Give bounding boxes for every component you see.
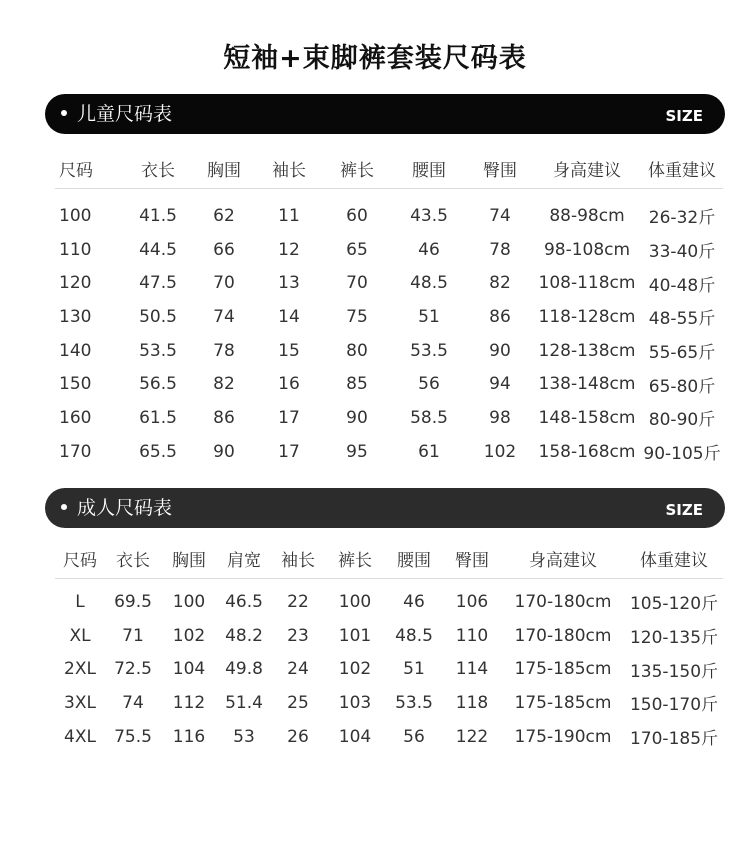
table-cell: 75.5 (114, 726, 152, 747)
table-cell: 51 (418, 306, 440, 327)
table-cell: 150 (59, 374, 92, 395)
adult-size-label: SIZE (665, 501, 703, 519)
table-cell: 49.8 (225, 659, 263, 680)
table-cell: 116 (172, 726, 206, 747)
column-header: 衣长 (105, 538, 161, 579)
table-row (55, 367, 723, 401)
table-cell: 58.5 (410, 407, 448, 428)
column-header: 衣长 (123, 148, 193, 189)
table-row (55, 189, 723, 233)
table-cell: 61.5 (139, 407, 177, 428)
table-cell: 15 (278, 340, 300, 361)
table-cell: 48.2 (225, 625, 263, 646)
table-cell: 70 (213, 273, 235, 294)
table-row (55, 619, 723, 653)
table-row (55, 435, 723, 469)
table-cell: 112 (172, 692, 206, 713)
table-cell: 110 (59, 239, 92, 260)
table-cell: 90 (346, 407, 368, 428)
table-cell: 47.5 (139, 273, 177, 294)
table-cell: 85 (346, 374, 368, 395)
table-cell: 50.5 (139, 306, 177, 327)
table-cell: 118 (455, 692, 489, 713)
table-cell: 170-180cm (514, 625, 612, 646)
table-cell: 102 (338, 659, 372, 680)
table-cell: 150-170斤 (629, 695, 719, 716)
table-row (55, 266, 723, 300)
table-cell: 65 (346, 239, 368, 260)
column-header: 胸围 (161, 538, 217, 579)
table-cell: 110 (455, 625, 489, 646)
table-cell: 114 (455, 659, 489, 680)
table-cell: 80-90斤 (648, 410, 716, 431)
table-cell: 158-168cm (538, 441, 636, 462)
bullet-dot-icon (61, 504, 67, 510)
table-cell: 80 (346, 340, 368, 361)
column-header: 袖长 (271, 538, 325, 579)
table-cell: 56 (418, 374, 440, 395)
table-cell: 78 (489, 239, 511, 260)
table-cell: L (75, 591, 85, 612)
kids-size-table (55, 148, 723, 469)
table-row (55, 300, 723, 334)
table-cell: 86 (489, 306, 511, 327)
table-cell: 51 (403, 659, 425, 680)
table-cell: 46 (418, 239, 440, 260)
table-cell: 55-65斤 (648, 343, 716, 364)
table-cell: 48.5 (410, 273, 448, 294)
table-cell: 120-135斤 (629, 628, 719, 649)
table-cell: 74 (122, 692, 144, 713)
table-cell: 69.5 (114, 591, 152, 612)
column-header: 体重建议 (625, 538, 723, 579)
table-cell: 53 (233, 726, 255, 747)
table-cell: 4XL (64, 726, 96, 747)
table-cell: 102 (172, 625, 206, 646)
table-cell: 103 (338, 692, 372, 713)
table-cell: 25 (287, 692, 309, 713)
table-cell: 53.5 (139, 340, 177, 361)
table-cell: XL (69, 625, 91, 646)
table-cell: 160 (59, 407, 92, 428)
table-cell: 56 (403, 726, 425, 747)
table-cell: 13 (278, 273, 300, 294)
kids-section-header (45, 94, 725, 134)
column-header: 臀围 (467, 148, 533, 189)
column-header: 尺码 (55, 148, 123, 189)
table-cell: 14 (278, 306, 300, 327)
column-header: 体重建议 (641, 148, 723, 189)
table-cell: 74 (213, 306, 235, 327)
table-cell: 101 (338, 625, 372, 646)
table-cell: 95 (346, 441, 368, 462)
table-cell: 65-80斤 (648, 376, 716, 397)
table-cell: 26-32斤 (648, 208, 716, 229)
table-cell: 62 (213, 205, 235, 226)
table-cell: 40-48斤 (648, 275, 716, 296)
table-cell: 104 (172, 659, 206, 680)
table-cell: 105-120斤 (629, 594, 719, 615)
table-cell: 90-105斤 (643, 444, 721, 465)
table-row (55, 686, 723, 720)
table-cell: 65.5 (139, 441, 177, 462)
table-cell: 71 (122, 625, 144, 646)
table-cell: 100 (172, 591, 206, 612)
table-cell: 43.5 (410, 205, 448, 226)
table-cell: 53.5 (410, 340, 448, 361)
kids-size-label: SIZE (665, 107, 703, 125)
table-cell: 41.5 (139, 205, 177, 226)
table-cell: 175-190cm (514, 726, 612, 747)
table-row (55, 233, 723, 267)
table-cell: 175-185cm (514, 692, 612, 713)
table-cell: 12 (278, 239, 300, 260)
table-cell: 90 (489, 340, 511, 361)
column-header: 袖长 (255, 148, 323, 189)
column-header: 腰围 (385, 538, 443, 579)
table-cell: 86 (213, 407, 235, 428)
column-header: 身高建议 (533, 148, 641, 189)
table-cell: 11 (278, 205, 300, 226)
table-cell: 104 (338, 726, 372, 747)
table-cell: 53.5 (395, 692, 433, 713)
table-cell: 148-158cm (538, 407, 636, 428)
table-row (55, 579, 723, 619)
table-cell: 130 (59, 306, 92, 327)
table-row (55, 334, 723, 368)
adult-header-row (55, 538, 723, 579)
page-title: 短袖+束脚裤套装尺码表 (223, 43, 527, 74)
table-cell: 138-148cm (538, 374, 636, 395)
table-cell: 70 (346, 273, 368, 294)
table-cell: 75 (346, 306, 368, 327)
table-cell: 88-98cm (549, 205, 625, 226)
column-header: 身高建议 (501, 538, 625, 579)
table-cell: 3XL (64, 692, 96, 713)
table-cell: 170-180cm (514, 591, 612, 612)
column-header: 尺码 (55, 538, 105, 579)
table-cell: 140 (59, 340, 92, 361)
table-cell: 128-138cm (538, 340, 636, 361)
table-cell: 82 (213, 374, 235, 395)
adult-section-title: 成人尺码表 (77, 497, 173, 519)
adult-section-header (45, 488, 725, 528)
table-cell: 46.5 (225, 591, 263, 612)
table-cell: 122 (455, 726, 489, 747)
table-cell: 98 (489, 407, 511, 428)
column-header: 腰围 (391, 148, 467, 189)
table-cell: 170 (59, 441, 92, 462)
table-cell: 90 (213, 441, 235, 462)
table-cell: 118-128cm (538, 306, 636, 327)
table-cell: 66 (213, 239, 235, 260)
kids-header-row (55, 148, 723, 189)
table-cell: 16 (278, 374, 300, 395)
table-row (55, 720, 723, 754)
table-cell: 108-118cm (538, 273, 636, 294)
table-cell: 74 (489, 205, 511, 226)
column-header: 裤长 (325, 538, 385, 579)
column-header: 裤长 (323, 148, 391, 189)
table-cell: 17 (278, 441, 300, 462)
table-cell: 46 (403, 591, 425, 612)
table-cell: 60 (346, 205, 368, 226)
table-cell: 94 (489, 374, 511, 395)
table-cell: 44.5 (139, 239, 177, 260)
table-cell: 51.4 (225, 692, 263, 713)
table-cell: 82 (489, 273, 511, 294)
table-cell: 56.5 (139, 374, 177, 395)
table-row (55, 652, 723, 686)
table-row (55, 401, 723, 435)
column-header: 胸围 (193, 148, 255, 189)
table-cell: 22 (287, 591, 309, 612)
adult-size-table (55, 538, 723, 753)
table-cell: 120 (59, 273, 92, 294)
table-cell: 48-55斤 (648, 309, 716, 330)
column-header: 肩宽 (217, 538, 271, 579)
table-cell: 26 (287, 726, 309, 747)
table-cell: 2XL (64, 659, 96, 680)
table-cell: 78 (213, 340, 235, 361)
bullet-dot-icon (61, 110, 67, 116)
table-cell: 175-185cm (514, 659, 612, 680)
table-cell: 102 (483, 441, 517, 462)
table-cell: 100 (59, 205, 92, 226)
table-cell: 48.5 (395, 625, 433, 646)
table-cell: 23 (287, 625, 309, 646)
table-cell: 135-150斤 (629, 661, 719, 682)
table-cell: 72.5 (114, 659, 152, 680)
column-header: 臀围 (443, 538, 501, 579)
kids-section-title: 儿童尺码表 (77, 103, 173, 125)
table-cell: 106 (455, 591, 489, 612)
table-cell: 33-40斤 (648, 242, 716, 263)
table-cell: 100 (338, 591, 372, 612)
table-cell: 170-185斤 (629, 729, 719, 750)
table-cell: 24 (287, 659, 309, 680)
table-cell: 17 (278, 407, 300, 428)
table-cell: 98-108cm (543, 239, 631, 260)
table-cell: 61 (418, 441, 440, 462)
